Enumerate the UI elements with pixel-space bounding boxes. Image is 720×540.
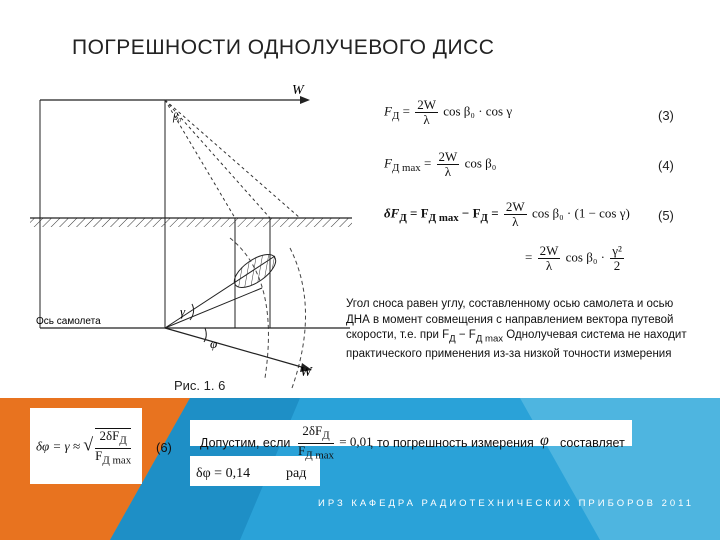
label-aircraft-axis: Ось самолета <box>36 316 101 327</box>
label-beta0: β₀ <box>173 112 182 123</box>
label-w-bottom: W <box>300 365 312 380</box>
equation-number-4: (4) <box>658 158 674 173</box>
label-gamma: γ <box>180 304 186 319</box>
assumption-formula: $\frac{2\delta F_Д}{F_{Д max}}$ = 0,01 <box>298 423 373 462</box>
label-w-top: W <box>292 83 304 98</box>
label-phi: φ <box>210 336 218 351</box>
equation-5: $\delta F_Д = F_{Д max} - F_Д$ = $\frac{2W}{\lambda}$ cos β₀ · (1 − cos γ) <box>384 199 630 229</box>
assumption-end: составляет <box>560 436 625 450</box>
equation-3: $F_Д$ = $\frac{2W}{\lambda}$ cos β₀ · cos γ <box>384 97 513 127</box>
drift-angle-diagram <box>30 78 360 398</box>
equation-6: δφ = γ ≈ √ $\frac{2\delta F_Д}{F_{Д max}}$ <box>36 428 132 467</box>
figure-caption: Рис. 1. 6 <box>174 378 226 393</box>
equation-number-6: (6) <box>156 440 172 455</box>
equation-number-5: (5) <box>658 208 674 223</box>
equation-5-approx: = $\frac{2W}{\lambda}$ cos β₀ · $\frac{\text{γ²}}{2}$ <box>525 243 622 273</box>
equation-number-3: (3) <box>658 108 674 123</box>
result-value: δφ = 0,14 <box>196 466 251 481</box>
equation-4: $F_{Д max}$ = $\frac{2W}{\lambda}$ cos β₀ <box>384 149 497 179</box>
footer-decoration <box>0 398 720 540</box>
explanation-text: Угол сноса равен углу, составленному осью самолета и осью ДНА в момент совмещения с направлением вектора путевой скорости, т.е. при $F_Д - F_{Д max}$ Однолучевая система не находит практического применения из-за низкой точности измерения <box>346 298 687 360</box>
assumption-prefix: Допустим, если <box>200 436 291 450</box>
slide-title: ПОГРЕШНОСТИ ОДНОЛУЧЕВОГО ДИСС <box>72 36 495 59</box>
phi-symbol: φ <box>540 432 549 449</box>
assumption-suffix: , то погрешность измерения <box>370 436 534 450</box>
result-unit: рад <box>286 466 307 481</box>
footer-department: ИРЗ КАФЕДРА РАДИОТЕХНИЧЕСКИХ ПРИБОРОВ 2011 <box>318 498 695 509</box>
